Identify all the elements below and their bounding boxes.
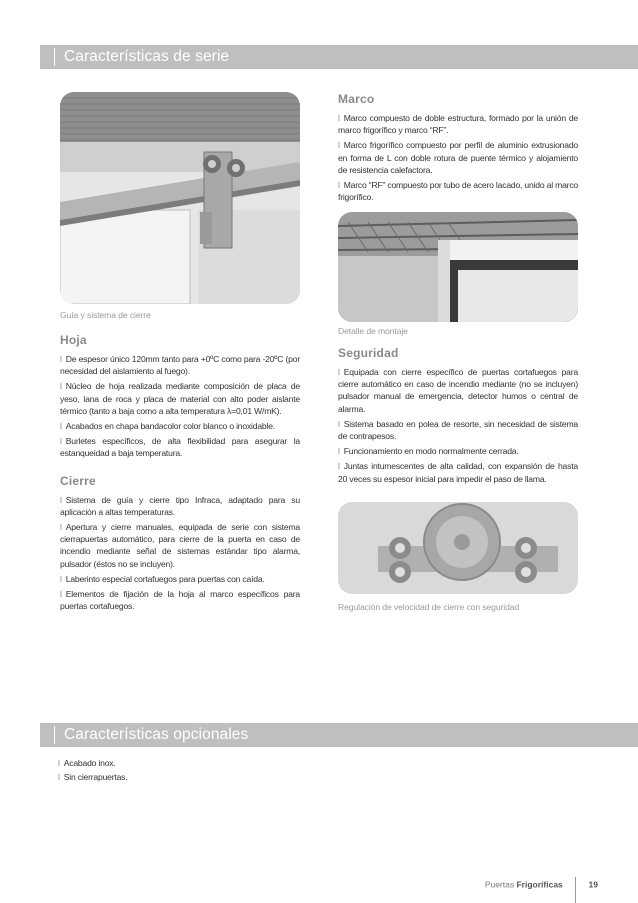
section-heading-seguridad: Seguridad — [338, 346, 399, 360]
marco-item: l Marco “RF” compuesto por tubo de acero lacado, unido al marco frigorífico. — [338, 180, 578, 203]
optional-item: l Acabado inox. — [58, 758, 116, 768]
seguridad-item: l Juntas intumescentes de alta calidad, con expansión de hasta 20 veces su espesor inicial para impedir el paso de llama. — [338, 461, 578, 484]
seguridad-item: l Equipada con cierre específico de puertas cortafuegos para cierre automático en caso de incendio mediante (no se incluyen) pulsador manual de emergencia, detector humos o central de alarma. — [338, 367, 578, 414]
seguridad-item: l Funcionamiento en modo normalmente cerrada. — [338, 446, 519, 457]
footer-brand-bold: Frigoríficas — [516, 879, 563, 890]
section-title-standard: Características de serie — [64, 48, 230, 65]
page-footer — [485, 872, 598, 898]
footer-divider — [575, 877, 576, 903]
band-divider — [54, 48, 55, 66]
footer-brand-light: Puertas — [484, 879, 515, 890]
section-heading-cierre: Cierre — [60, 473, 96, 488]
seguridad-item: l Sistema basado en polea de resorte, sin necesidad de sistema de contrapesos. — [338, 418, 578, 442]
hoja-item: l De espesor único 120mm tanto para +0ºC como para -20ºC (por necesidad del aislamiento al fuego). — [60, 354, 300, 377]
marco-item: l Marco compuesto de doble estructura, formado por la unión de marco frigorífico y marco “RF”. — [338, 113, 578, 136]
optional-list — [58, 757, 618, 785]
cierre-item: l Laberinto especial cortafuegos para puertas con caída. — [60, 573, 265, 584]
cierre-item: l Apertura y cierre manuales, equipada de serie con sistema cierrapuertas automático, para cierre de la puerta en caso de incendio mediante señal de sistemas estándar tipo alarma, pulsador (éstos no se incluyen). — [60, 522, 300, 569]
caption-regulation: Regulación de velocidad de cierre con seguridad — [338, 602, 520, 612]
caption-guide: Guía y sistema de cierre — [60, 310, 151, 320]
page-number: 19 — [588, 879, 598, 890]
cierre-item: l Elementos de fijación de la hoja al marco específicos para puertas cortafuegos. — [60, 589, 300, 612]
column-right-bottom — [338, 346, 578, 488]
section-title-optional: Características opcionales — [64, 726, 249, 743]
photo-mounting-detail — [338, 212, 578, 322]
hoja-item: l Burletes específicos, de alta flexibilidad para asegurar la estanqueidad a baja temperatura. — [60, 436, 300, 459]
band-divider — [54, 726, 55, 744]
photo-guide-closing-system — [60, 92, 300, 304]
photo-closing-speed-regulation — [338, 502, 578, 594]
column-right-top — [338, 92, 578, 206]
marco-item: l Marco frigorífico compuesto por perfil de aluminio extrusionado en forma de L con doble rotura de puente térmico y alojamiento de resistencia calefactora. — [338, 140, 578, 175]
optional-item: l Sin cierrapuertas. — [58, 772, 128, 783]
section-band-standard — [40, 45, 638, 69]
caption-detail: Detalle de montaje — [338, 326, 408, 336]
section-band-optional — [40, 723, 638, 747]
column-left — [60, 333, 300, 615]
cierre-item: l Sistema de guía y cierre tipo Infraca, adaptado para su aplicación a altas temperaturas. — [60, 494, 300, 517]
hoja-item: l Acabados en chapa bandacolor color blanco o inoxidable. — [60, 421, 275, 432]
section-heading-hoja: Hoja — [60, 333, 87, 347]
hoja-item: l Núcleo de hoja realizada mediante composición de placa de yeso, lana de roca y placa de material con alto poder aislante térmico (tanto a baja como a alta temperatura λ=0,01 W/mK). — [60, 381, 300, 416]
section-heading-marco: Marco — [338, 92, 375, 106]
